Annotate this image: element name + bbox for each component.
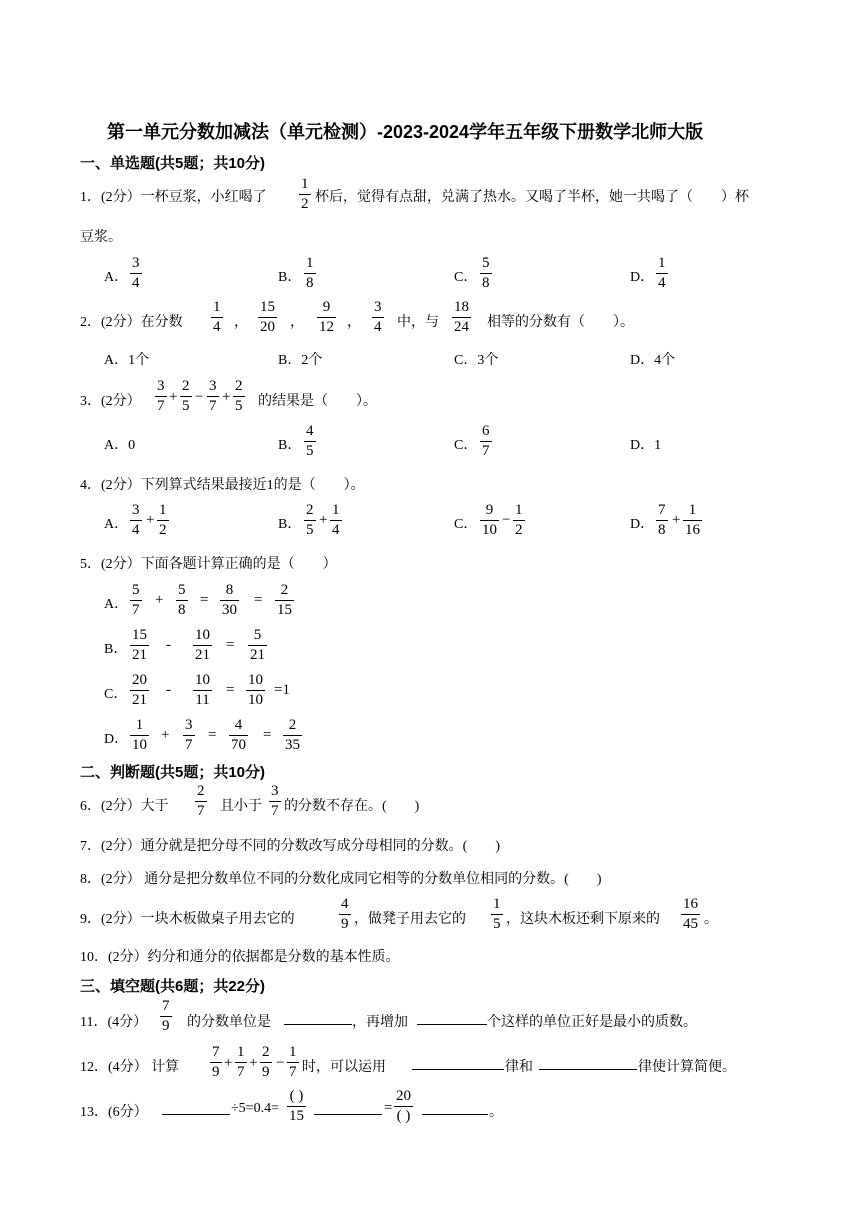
den: 4 [332,522,340,538]
q12-fraction-1 [210,1043,222,1082]
q5-c-frac-3 [246,671,265,710]
den: 11 [195,692,210,708]
q1-option-d-fraction [656,254,668,293]
q11-text-3: 个这样的单位正好是最小的质数。 [487,1015,697,1030]
q9-text-end: 。 [704,912,718,927]
q4-option-b-label[interactable]: B． [278,517,302,532]
den: 5 [306,522,314,538]
q3-text-pre: 3．(2分） [80,394,141,409]
q5-d-eq-2: = [263,727,272,743]
num: 10 [248,672,263,688]
q4-option-a-frac-2 [157,501,169,540]
q5-a-frac-1 [130,581,142,620]
num: 8 [225,582,234,598]
num: 4 [306,423,314,439]
q9-fraction-3 [681,895,700,934]
q3-option-c-label[interactable]: C． [454,438,478,453]
q4-option-c-op: − [502,512,511,528]
den: 2 [159,522,167,538]
q6-fraction-2 [269,782,281,821]
q4-option-d-frac-2 [683,501,702,540]
q12-text-1: 时，可以运用 [302,1060,386,1075]
q5-c-op: - [166,682,171,698]
q12-fraction-2 [235,1043,247,1082]
num: 18 [454,299,469,315]
q11-blank-1[interactable] [284,1008,352,1025]
den: 5 [182,398,190,414]
num: 1 [213,299,221,315]
den: 5 [235,398,243,414]
q4-option-b-frac-2 [330,501,342,540]
q2-option-b[interactable]: B．2个 [278,353,323,368]
num: 15 [132,627,147,643]
q4-option-a-op: + [146,512,155,528]
q13-text-end: 。 [489,1105,503,1120]
q13-text-pre: 13．(6分） [80,1105,148,1120]
q11-text-pre: 11．(4分） [80,1015,148,1030]
q2-fraction-3 [317,298,336,337]
den: 5 [493,916,501,932]
q9-text-post: ，这块木板还剩下原来的 [506,912,660,927]
q3-op-3: + [222,389,231,405]
num: 2 [306,502,314,518]
q4-option-b-frac-1 [304,501,316,540]
q9-text-pre: 9．(2分）一块木板做桌子用去它的 [80,912,295,927]
den: 7 [271,803,279,819]
q4-option-c-label[interactable]: C． [454,517,478,532]
q4-option-b-op: + [319,512,328,528]
q13-blank-3[interactable] [422,1098,488,1115]
den: 35 [285,737,300,753]
q11-text-1: 的分数单位是 [187,1015,271,1030]
q2-comma-3: ， [347,315,361,330]
den: 24 [454,319,469,335]
q8-text: 8．(2分） 通分是把分数单位不同的分数化成同它相等的分数单位相同的分数。( ) [80,872,602,887]
q12-op-1: + [224,1055,233,1071]
q6-fraction-1 [195,782,207,821]
q4-option-a-label[interactable]: A． [104,517,129,532]
num: 16 [683,896,698,912]
num: 1 [332,502,340,518]
den: 15 [277,602,292,618]
num: 3 [271,783,279,799]
den: 9 [162,1018,170,1034]
den: 4 [658,275,666,291]
q6-text-mid: 且小于 [220,799,262,814]
q2-text-post: 相等的分数有（ ）。 [487,315,634,330]
q5-option-c-label[interactable]: C． [104,687,128,702]
q12-text-pre: 12．(4分） 计算 [80,1060,180,1075]
q2-comma-1: ， [234,315,248,330]
den: 7 [185,737,193,753]
q1-option-a-label[interactable]: A． [104,270,129,285]
num: 20 [132,672,147,688]
num: 2 [262,1044,270,1060]
q1-text-cont: 豆浆。 [80,230,122,245]
den: 7 [237,1064,245,1080]
den: 8 [482,275,490,291]
q1-option-c-label[interactable]: C． [454,270,478,285]
num: 5 [178,582,186,598]
q13-blank-1[interactable] [162,1098,230,1115]
q13-text-1: ÷5=0.4= [231,1101,279,1116]
q3-option-c-fraction [480,422,492,461]
den: 10 [248,692,263,708]
q5-text: 5．(2分）下面各题计算正确的是（ ） [80,557,337,572]
den: 7 [132,602,140,618]
den: 9 [341,916,349,932]
num: 9 [485,502,494,518]
num: 5 [253,627,262,643]
q4-option-d-op: + [672,512,681,528]
q13-eq: = [384,1100,393,1116]
q12-op-3: − [276,1055,285,1071]
q2-option-c[interactable]: C．3个 [454,353,499,368]
q13-blank-2[interactable] [314,1098,382,1115]
num: 10 [195,627,210,643]
num: 2 [182,378,190,394]
q2-fraction-4 [372,298,384,337]
q5-a-op: + [155,592,164,608]
q5-b-frac-1 [130,626,149,665]
q1-text-pre: 1．(2分）一杯豆浆，小红喝了 [80,190,267,205]
den: 9 [262,1064,270,1080]
q1-option-c-fraction [480,254,492,293]
q5-d-frac-3 [229,716,248,755]
q5-b-eq: = [226,637,235,653]
q4-option-c-frac-1 [480,501,499,540]
den: 30 [222,602,237,618]
q4-option-d-frac-1 [656,501,668,540]
q3-option-b-fraction [304,422,316,461]
q3-text-post: 的结果是（ ）。 [258,394,377,409]
num: 3 [132,255,140,271]
num: 1 [306,255,314,271]
num: 6 [482,423,490,439]
num: 2 [197,783,205,799]
den: 8 [306,275,314,291]
q9-fraction-2 [491,895,503,934]
q9-text-mid: ，做凳子用去它的 [354,912,466,927]
q5-a-eq-2: = [254,592,263,608]
den: 15 [289,1108,304,1124]
q3-fraction-4 [233,377,245,416]
q4-option-a-frac-1 [130,501,142,540]
q3-option-b-label[interactable]: B． [278,438,302,453]
q1-text-post: 杯后，觉得有点甜，兑满了热水。又喝了半杯，她一共喝了（ ）杯 [315,190,749,205]
q12-fraction-4 [287,1043,299,1082]
q4-text: 4．(2分）下列算式结果最接近1的是（ ）。 [80,478,365,493]
q5-a-frac-2 [176,581,188,620]
q11-blank-2[interactable] [417,1008,487,1025]
den: 7 [289,1064,297,1080]
q5-option-a-label[interactable]: A． [104,597,129,612]
q6-text-post: 的分数不存在。( ) [284,799,420,814]
q5-a-frac-3 [220,581,239,620]
den: 21 [250,647,265,663]
den: 10 [482,522,497,538]
den: 7 [482,443,490,459]
q5-option-b-label[interactable]: B． [104,642,128,657]
num: 1 [289,1044,297,1060]
den: 70 [231,737,246,753]
q2-comma-2: ， [290,315,304,330]
q11-text-2: ，再增加 [352,1015,408,1030]
den: 21 [132,647,147,663]
q5-d-frac-4 [283,716,302,755]
q5-a-frac-4 [275,581,294,620]
num: 1 [493,896,501,912]
q5-option-d-label[interactable]: D． [104,732,129,747]
num: 1 [159,502,167,518]
num: 10 [195,672,210,688]
den: 4 [132,522,140,538]
q1-fraction [299,175,311,214]
q11-fraction [160,997,172,1036]
q12-op-2: + [249,1055,258,1071]
q9-fraction-1 [339,895,351,934]
q7-text: 7．(2分）通分就是把分母不同的分数改写成分母相同的分数。( ) [80,839,500,854]
q3-op-2: − [195,389,204,405]
q5-b-frac-2 [193,626,212,665]
num: 1 [237,1044,245,1060]
num: 4 [234,717,243,733]
num: 4 [341,896,349,912]
q1-option-b-fraction [304,254,316,293]
den: 7 [209,398,217,414]
q2-text-pre: 2．(2分）在分数 [80,315,183,330]
section-heading-true-false: 二、判断题(共5题；共10分) [80,764,266,781]
q5-c-frac-1 [130,671,149,710]
q1-option-d-label[interactable]: D． [630,270,655,285]
num: 7 [162,998,170,1014]
q13-fraction-1 [287,1087,306,1126]
num: 1 [135,717,144,733]
den: 7 [157,398,165,414]
q2-text-mid: 中，与 [397,315,439,330]
q5-b-op: - [166,637,171,653]
num: 3 [132,502,140,518]
den: 4 [132,275,140,291]
den: 9 [212,1064,220,1080]
q5-d-frac-2 [183,716,195,755]
den: 5 [306,443,314,459]
q4-option-d-label[interactable]: D． [630,517,655,532]
q5-b-frac-3 [248,626,267,665]
q2-option-d[interactable]: D．4个 [630,353,676,368]
q3-op-1: + [169,389,178,405]
num: 2 [288,717,297,733]
q5-c-eq: = [226,682,235,698]
den: ( ) [396,1108,411,1124]
den: 21 [195,647,210,663]
num: 2 [280,582,289,598]
q12-text-3: 律使计算简便。 [638,1060,736,1075]
num: 15 [260,299,275,315]
q5-d-op: + [161,727,170,743]
q4-option-c-frac-2 [513,501,525,540]
q2-fraction-2 [258,298,277,337]
q5-a-eq-1: = [200,592,209,608]
den: 2 [515,522,523,538]
q2-fraction-5 [452,298,471,337]
num: 3 [209,378,217,394]
num: 1 [658,255,666,271]
num: 3 [374,299,382,315]
q6-text-pre: 6．(2分）大于 [80,799,169,814]
section-heading-single-choice: 一、单选题(共5题；共10分) [80,155,266,172]
q3-fraction-1 [155,377,167,416]
q3-fraction-2 [180,377,192,416]
q12-fraction-3 [260,1043,272,1082]
q13-fraction-2 [394,1087,413,1126]
q5-d-eq-1: = [208,727,217,743]
q5-c-frac-2 [193,671,212,710]
q1-option-b-label[interactable]: B． [278,270,302,285]
den: 45 [683,916,698,932]
q12-text-2: 律和 [505,1060,533,1075]
q1-option-a-fraction [130,254,142,293]
num: 9 [322,299,331,315]
q2-option-a[interactable]: A．1个 [104,353,150,368]
q2-fraction-1 [211,298,223,337]
q5-c-tail: =1 [274,682,290,698]
q3-option-a[interactable]: A．0 [104,438,136,453]
q1-frac-den: 2 [301,196,309,212]
num: 5 [132,582,140,598]
den: 10 [132,737,147,753]
q3-fraction-3 [207,377,219,416]
page-title: 第一单元分数加减法（单元检测）-2023-2024学年五年级下册数学北师大版 [107,122,704,142]
den: 12 [319,319,334,335]
num: ( ) [289,1088,304,1104]
num: 20 [396,1088,411,1104]
den: 20 [260,319,275,335]
q3-option-d[interactable]: D．1 [630,438,662,453]
num: 3 [185,717,193,733]
num: 1 [515,502,523,518]
num: 1 [688,502,697,518]
den: 8 [178,602,186,618]
den: 7 [197,803,205,819]
q1-frac-num: 1 [301,176,309,192]
section-heading-fill-blank: 三、填空题(共6题；共22分) [80,978,266,995]
den: 4 [213,319,221,335]
den: 21 [132,692,147,708]
q5-d-frac-1 [130,716,149,755]
q12-blank-2[interactable] [539,1053,637,1070]
den: 8 [658,522,666,538]
num: 7 [212,1044,220,1060]
num: 7 [658,502,666,518]
den: 16 [685,522,700,538]
q10-text: 10．(2分）约分和通分的依据都是分数的基本性质。 [80,950,400,965]
num: 2 [235,378,243,394]
num: 5 [482,255,490,271]
q12-blank-1[interactable] [412,1053,504,1070]
num: 3 [157,378,165,394]
den: 4 [374,319,382,335]
